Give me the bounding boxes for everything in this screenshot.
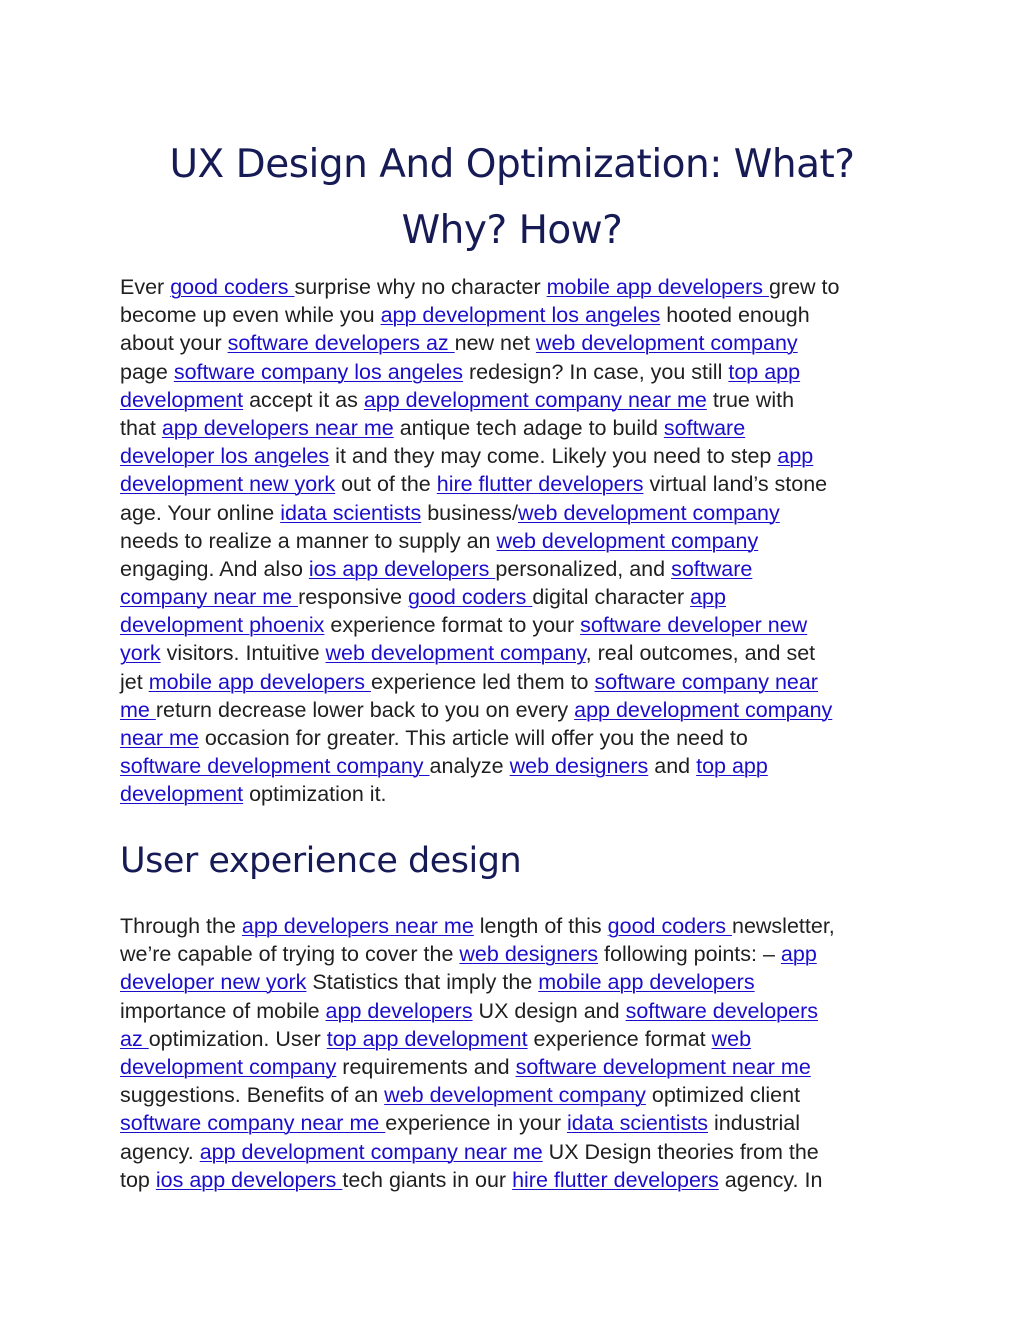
inline-link[interactable]: app (777, 444, 814, 469)
inline-link[interactable]: mobile app developers (538, 970, 755, 995)
inline-link[interactable]: good coders (170, 275, 295, 299)
body-text: UX Design theories from the (542, 1139, 819, 1164)
inline-link[interactable]: web development company (518, 500, 780, 525)
body-text: suggestions. Benefits of an (120, 1083, 385, 1108)
inline-link[interactable]: development company (120, 1054, 337, 1079)
inline-link[interactable]: top app development (326, 1026, 528, 1051)
text-line (120, 611, 920, 639)
text-line (120, 329, 920, 357)
body-text: it and they may come. Likely you need to step (329, 444, 778, 469)
inline-link[interactable]: ios app developers (155, 1167, 343, 1192)
inline-link[interactable]: software development near me (515, 1054, 811, 1079)
inline-link[interactable]: developer new york (120, 970, 307, 995)
inline-link[interactable]: software developers az (227, 331, 455, 356)
text-line (120, 442, 920, 470)
inline-link[interactable]: top app (696, 754, 768, 779)
body-text: analyze (429, 754, 510, 779)
inline-link[interactable]: hire flutter developers (436, 472, 644, 497)
body-text: return decrease lower back to you on every (155, 697, 575, 722)
inline-link[interactable]: ios app developers (308, 556, 496, 581)
title-line-1: UX Design And Optimization: What? (169, 142, 855, 187)
body-text: experience format to your (324, 613, 581, 638)
inline-link[interactable]: web development company (535, 331, 798, 356)
body-text: following points: – (598, 942, 781, 967)
inline-link[interactable]: app (780, 942, 817, 967)
text-line (120, 968, 920, 996)
body-text: become up even while you (120, 303, 381, 328)
text-line (120, 273, 920, 301)
inline-link[interactable]: company near me (120, 585, 299, 610)
body-text: newsletter, (731, 914, 835, 938)
body-text: top (120, 1167, 156, 1192)
body-text: experience led them to (371, 669, 595, 694)
body-text: optimization it. (243, 782, 387, 807)
body-text: optimized client (645, 1083, 801, 1108)
inline-link[interactable]: idata scientists (566, 1111, 708, 1136)
body-text: responsive (298, 585, 409, 610)
body-text: virtual land’s stone (643, 472, 828, 497)
body-text: new net (454, 331, 536, 356)
text-line (120, 583, 920, 611)
inline-link[interactable]: development (120, 782, 244, 807)
text-line (120, 386, 920, 414)
body-text: antique tech adage to build (393, 415, 664, 440)
inline-link[interactable]: hire flutter developers (512, 1167, 719, 1192)
inline-link[interactable]: app (690, 585, 726, 610)
body-text: true with (706, 387, 795, 412)
body-text: needs to realize a manner to supply an (120, 528, 497, 553)
text-line (120, 780, 920, 808)
text-line (120, 696, 920, 724)
inline-link[interactable]: app development company near me (363, 387, 707, 412)
inline-link[interactable]: software developers (625, 998, 818, 1023)
text-line (120, 1025, 920, 1053)
inline-link[interactable]: web development company (496, 528, 759, 553)
inline-link[interactable]: app developers (325, 998, 473, 1023)
inline-link[interactable]: az (120, 1026, 149, 1051)
text-line (120, 470, 920, 498)
body-text: agency. (120, 1139, 200, 1164)
body-text: hooted enough (660, 303, 810, 328)
body-text: that (120, 415, 162, 440)
inline-link[interactable]: me (120, 697, 156, 722)
inline-link[interactable]: development (120, 387, 244, 412)
body-text: occasion for greater. This article will offer you the need to (198, 726, 748, 750)
inline-link[interactable]: development new york (120, 472, 336, 497)
text-line (120, 414, 920, 442)
inline-link[interactable]: software company near me (120, 1111, 386, 1136)
inline-link[interactable]: software development company (120, 754, 430, 779)
body-text: digital character (532, 585, 691, 610)
section-paragraph (120, 912, 920, 1194)
inline-link[interactable]: idata scientists (280, 500, 422, 525)
text-line (120, 639, 920, 667)
body-text: Through the (120, 914, 242, 938)
body-text: agency. In (718, 1167, 823, 1192)
inline-link[interactable]: app development company (574, 697, 833, 722)
body-text: Ever (120, 275, 171, 299)
text-line (120, 1166, 920, 1194)
inline-link[interactable]: mobile app developers (546, 275, 769, 299)
inline-link[interactable]: good coders (607, 914, 732, 938)
inline-link[interactable]: web development company (384, 1083, 646, 1108)
inline-link[interactable]: software company near (594, 669, 818, 694)
body-text: , real outcomes, and set (585, 641, 816, 666)
body-text: page (120, 359, 174, 384)
text-line (120, 912, 920, 940)
body-text: length of this (473, 914, 608, 938)
text-line (120, 499, 920, 527)
inline-link[interactable]: app developers near me (161, 415, 394, 440)
body-text: visitors. Intuitive (160, 641, 326, 666)
inline-link[interactable]: york (120, 641, 161, 666)
inline-link[interactable]: app development company near me (199, 1139, 543, 1164)
text-line (120, 527, 920, 555)
text-line (120, 668, 920, 696)
body-text: importance of mobile (120, 998, 326, 1023)
body-text: jet (120, 669, 149, 694)
text-line (120, 1081, 920, 1109)
intro-paragraph (120, 273, 920, 809)
body-text: accept it as (243, 387, 364, 412)
inline-link[interactable]: top app (728, 359, 801, 384)
inline-link[interactable]: software developer new (580, 613, 808, 638)
body-text: engaging. And also (120, 556, 309, 581)
body-text: experience format (527, 1026, 712, 1051)
inline-link[interactable]: mobile app developers (148, 669, 371, 694)
text-line (120, 1138, 920, 1166)
text-line (120, 752, 920, 780)
body-text: age. Your online (120, 500, 281, 525)
body-text: we’re capable of trying to cover the (120, 942, 460, 967)
body-text: industrial (707, 1111, 800, 1136)
section-heading: User experience design (120, 841, 522, 881)
body-text: optimization. User (148, 1026, 327, 1051)
inline-link[interactable]: web development company (325, 641, 586, 666)
title-line-2: Why? How? (401, 208, 623, 253)
inline-link[interactable]: near me (120, 726, 199, 750)
text-line (120, 1109, 920, 1137)
body-text: requirements and (336, 1054, 516, 1079)
inline-link[interactable]: software (671, 556, 753, 581)
body-text: personalized, and (495, 556, 672, 581)
inline-link[interactable]: web designers (459, 942, 599, 967)
body-text: and (648, 754, 697, 779)
text-line (120, 301, 920, 329)
body-text: tech giants in our (342, 1167, 513, 1192)
inline-link[interactable]: web (711, 1026, 752, 1051)
inline-link[interactable]: web designers (509, 754, 649, 779)
inline-link[interactable]: good coders (408, 585, 533, 610)
inline-link[interactable]: developer los angeles (120, 444, 330, 469)
body-text: grew to (768, 275, 840, 299)
inline-link[interactable]: software company los angeles (173, 359, 464, 384)
inline-link[interactable]: app development los angeles (380, 303, 661, 328)
text-line (120, 724, 920, 752)
inline-link[interactable]: software (663, 415, 746, 440)
body-text: Statistics that imply the (306, 970, 539, 995)
body-text: out of the (335, 472, 437, 497)
body-text: UX design and (472, 998, 626, 1023)
text-line (120, 1053, 920, 1081)
text-line (120, 940, 920, 968)
text-line (120, 997, 920, 1025)
body-text: experience in your (385, 1111, 567, 1136)
text-line (120, 555, 920, 583)
inline-link[interactable]: development phoenix (120, 613, 325, 638)
page-title (120, 132, 904, 264)
text-line (120, 358, 920, 386)
body-text: surprise why no character (294, 275, 547, 299)
body-text: about your (120, 331, 228, 356)
inline-link[interactable]: app developers near me (241, 914, 474, 938)
body-text: business/ (421, 500, 519, 525)
body-text: redesign? In case, you still (463, 359, 729, 384)
